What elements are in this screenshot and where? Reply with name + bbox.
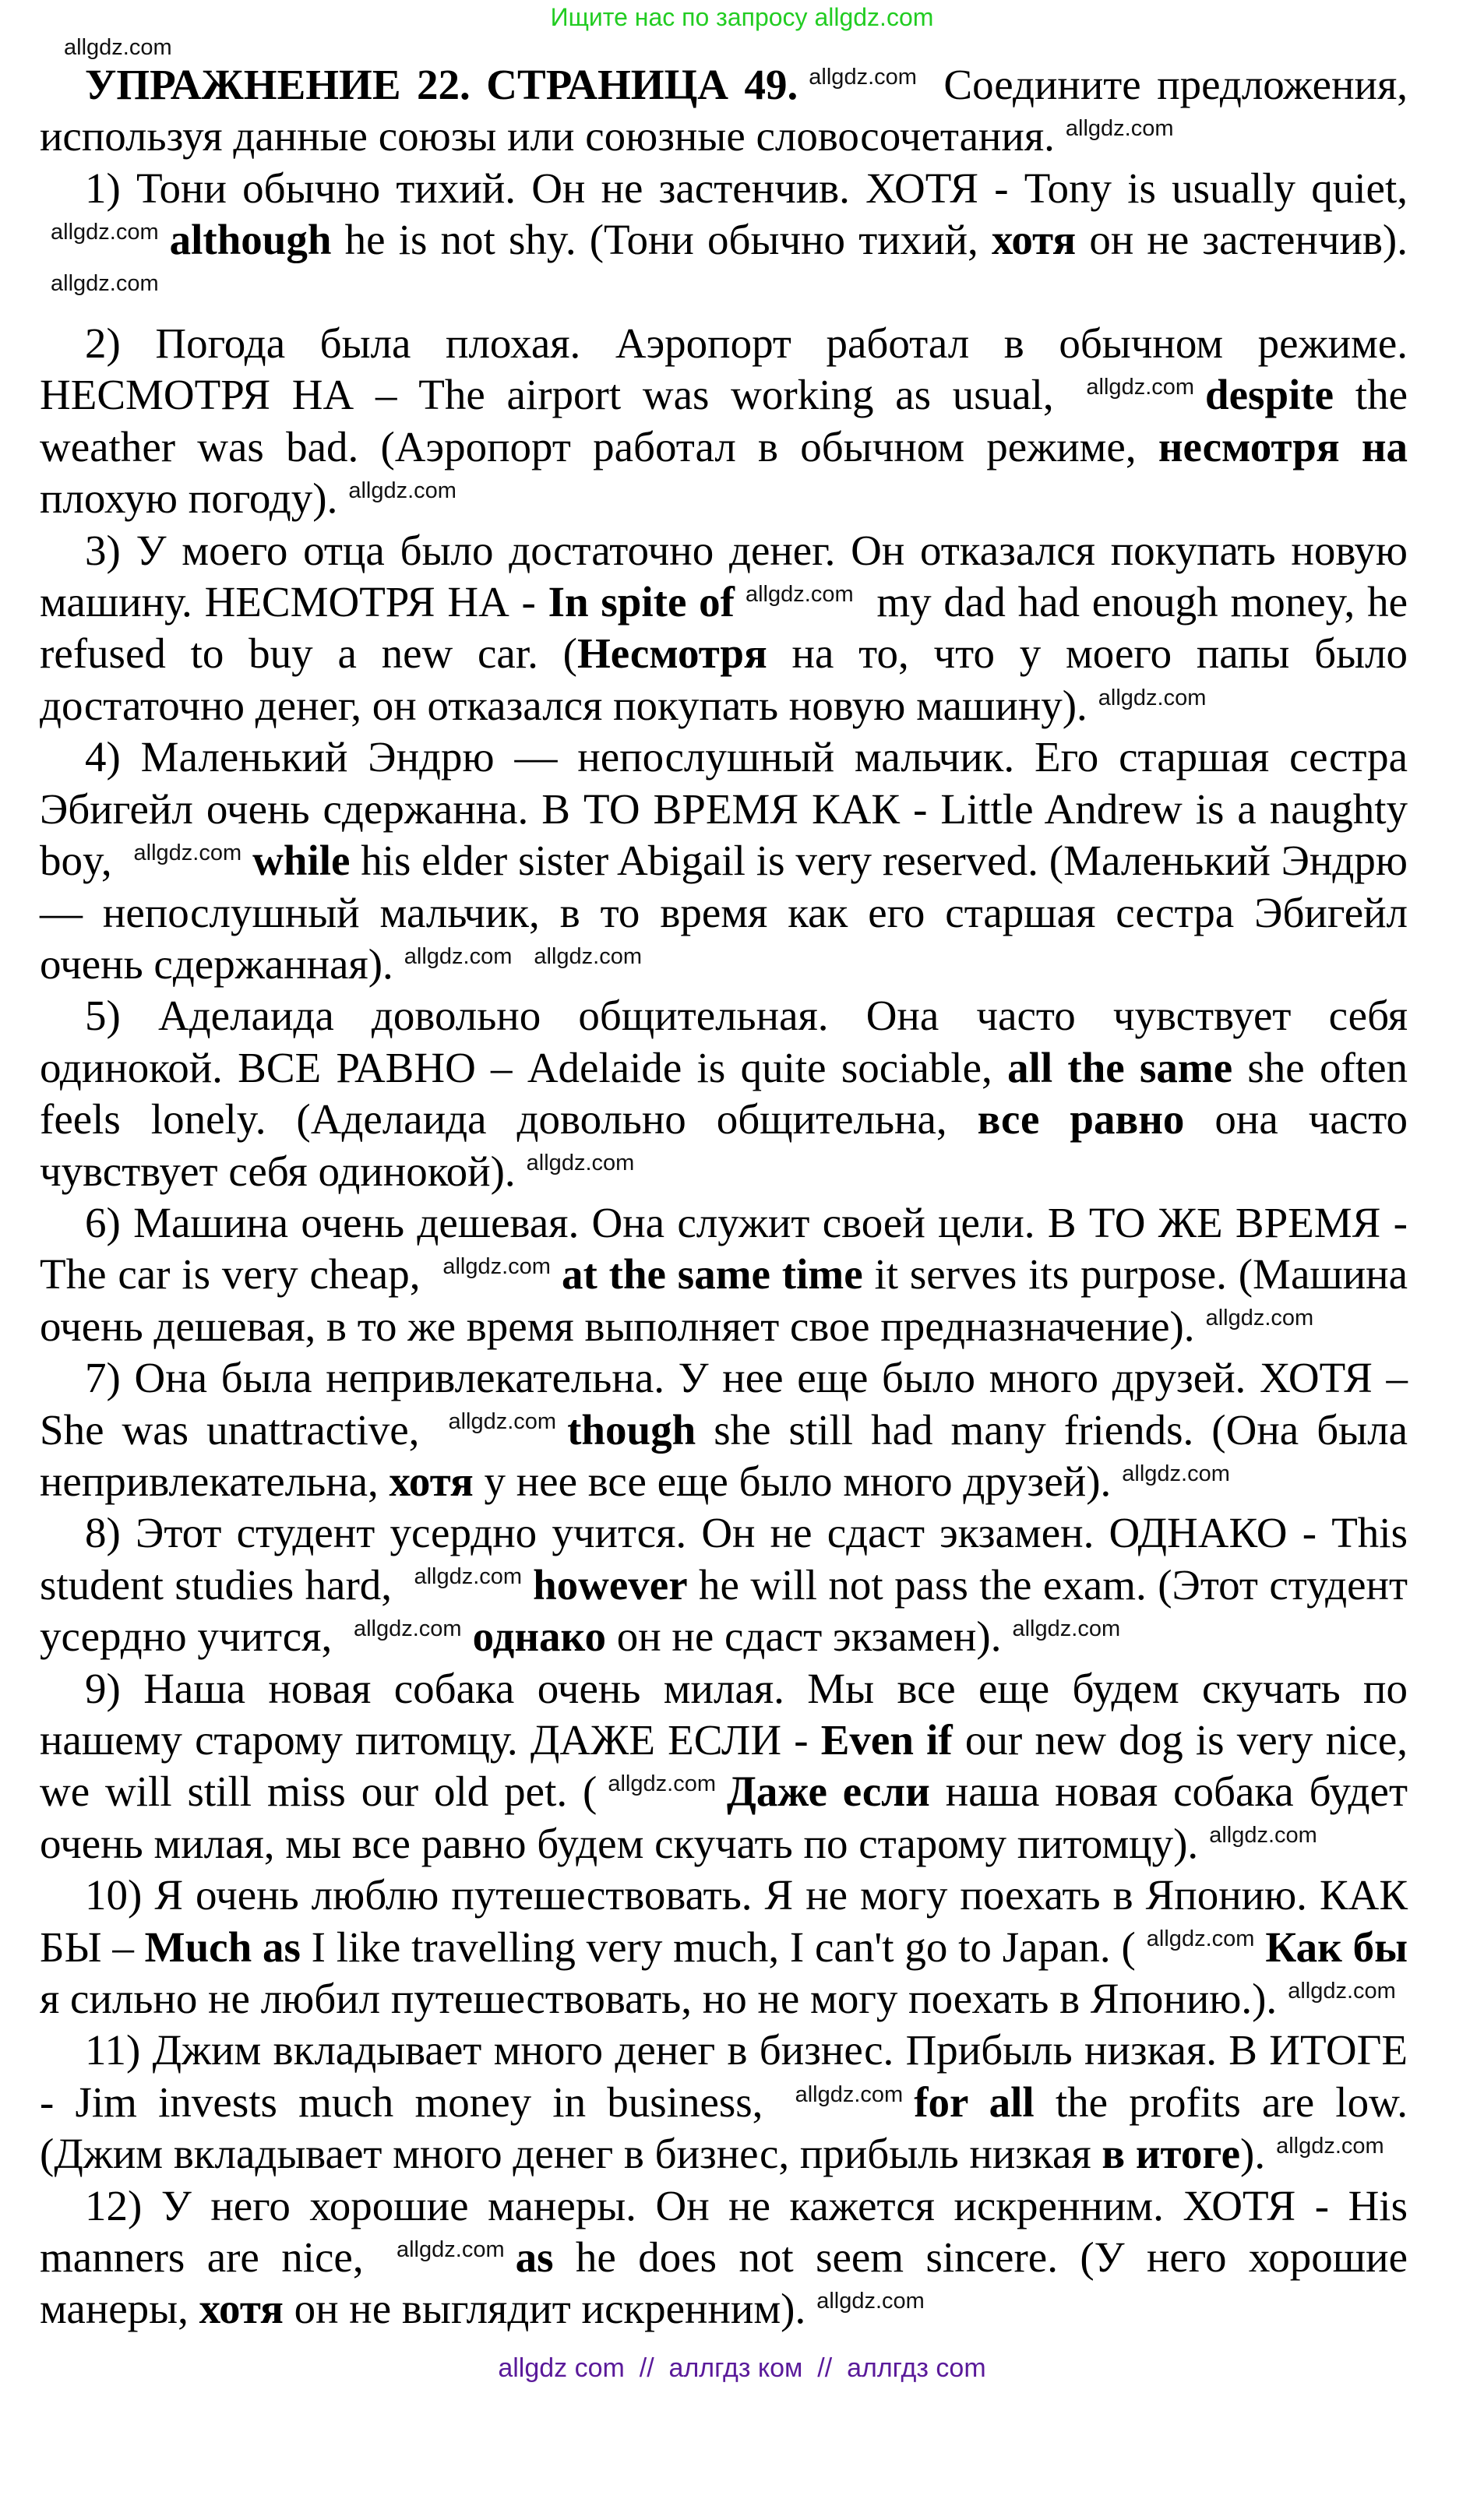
text-segment: he will not pass the exam. (Этот студент усердно учится, bbox=[40, 1560, 1408, 1661]
highlighted-conjunction: Как бы bbox=[1265, 1923, 1408, 1971]
highlighted-conjunction: в итоге bbox=[1102, 2130, 1241, 2178]
exercise-item bbox=[40, 525, 1408, 732]
watermark: allgdz.com bbox=[448, 1409, 557, 1435]
exercise-item bbox=[40, 1352, 1408, 1507]
text-segment: у нее все еще было много друзей). bbox=[473, 1457, 1112, 1505]
watermark: allgdz.com bbox=[1288, 1978, 1396, 2004]
watermark: allgdz.com bbox=[1122, 1461, 1230, 1486]
watermark: allgdz.com bbox=[745, 581, 854, 607]
highlighted-conjunction: Much as bbox=[144, 1923, 301, 1971]
watermark: allgdz.com bbox=[608, 1771, 716, 1797]
exercise-item bbox=[40, 731, 1408, 990]
exercise-item bbox=[40, 2025, 1408, 2180]
text-segment: ). bbox=[1240, 2130, 1266, 2178]
highlighted-conjunction: однако bbox=[472, 1612, 606, 1661]
text-segment: he is not shy. (Тони обычно тихий, bbox=[331, 216, 992, 264]
watermark: allgdz.com bbox=[133, 840, 242, 865]
watermark: allgdz.com bbox=[526, 1151, 635, 1176]
watermark: allgdz.com bbox=[51, 271, 159, 297]
watermark: allgdz.com bbox=[414, 1564, 523, 1590]
exercise-heading bbox=[40, 59, 1408, 163]
highlighted-conjunction: however bbox=[533, 1560, 688, 1609]
text-segment: он не сдаст экзамен). bbox=[605, 1612, 1002, 1661]
text-segment: 2) Погода была плохая. Аэропорт работал в обычном режиме. НЕСМОТРЯ НА – The airport was working as usual, bbox=[40, 319, 1408, 419]
watermark: allgdz.com bbox=[816, 2289, 925, 2314]
text-segment: на то, что у моего папы было достаточно денег, он отказался покупать новую машину). bbox=[40, 629, 1408, 729]
header-banner: Ищите нас по запросу allgdz.com bbox=[550, 3, 934, 31]
text-segment: 1) Тони обычно тихий. Он не застенчив. ХОТЯ - Tony is usually quiet, bbox=[85, 164, 1408, 212]
text-segment: наша новая собака будет очень милая, мы все равно будем скучать по старому питомцу). bbox=[40, 1768, 1408, 1867]
highlighted-conjunction: все равно bbox=[977, 1095, 1185, 1144]
text-segment: он не застенчив). bbox=[1076, 216, 1408, 264]
text-segment: 10) Я очень люблю путешествовать. Я не могу поехать в Японию. КАК БЫ – bbox=[40, 1871, 1408, 1971]
watermark: allgdz.com bbox=[353, 1616, 462, 1641]
watermark: allgdz.com bbox=[1209, 1823, 1317, 1849]
highlighted-conjunction: for all bbox=[914, 2078, 1035, 2126]
highlighted-conjunction: all the same bbox=[1007, 1043, 1233, 1091]
highlighted-conjunction: despite bbox=[1205, 371, 1334, 419]
text-segment: 9) Наша новая собака очень милая. Мы все еще будем скучать по нашему старому питомцу. ДАЖЕ ЕСЛИ - bbox=[40, 1664, 1408, 1764]
exercise-item bbox=[40, 1870, 1408, 2025]
highlighted-conjunction: хотя bbox=[991, 216, 1077, 264]
text-segment: она часто чувствует себя одинокой). bbox=[40, 1095, 1408, 1195]
text-segment: 12) У него хорошие манеры. Он не кажется искренним. ХОТЯ - His manners are nice, bbox=[40, 2181, 1408, 2282]
text-segment: 7) Она была непривлекательна. У нее еще было много друзей. ХОТЯ – She was unattractive, bbox=[40, 1354, 1408, 1454]
watermark: allgdz.com bbox=[396, 2236, 505, 2262]
text-segment: the weather was bad. (Аэропорт работал в обычном режиме, bbox=[40, 371, 1408, 471]
text-segment: 5) Аделаида довольно общительная. Она часто чувствует себя одинокой. ВСЕ РАВНО – Adelaide is quite sociable, bbox=[40, 992, 1408, 1091]
highlighted-conjunction: while bbox=[252, 837, 351, 885]
text-segment: my dad had enough money, he refused to buy a new car. ( bbox=[40, 578, 1408, 678]
exercise-item bbox=[40, 318, 1408, 525]
text-segment: он не выглядит искренним). bbox=[283, 2285, 806, 2333]
highlighted-conjunction: although bbox=[169, 216, 332, 264]
watermark: allgdz.com bbox=[64, 35, 172, 60]
text-segment: 3) У моего отца было достаточно денег. Он отказался покупать новую машину. НЕСМОТРЯ НА - bbox=[40, 526, 1408, 626]
text-segment: she still had many friends. (Она была непривлекательна, bbox=[40, 1405, 1408, 1505]
highlighted-conjunction: though bbox=[567, 1405, 696, 1454]
exercise-item bbox=[40, 1663, 1408, 1870]
text-segment: 8) Этот студент усердно учится. Он не сдаст экзамен. ОДНАКО - This student studies hard, bbox=[40, 1509, 1408, 1609]
watermark: allgdz.com bbox=[348, 478, 456, 503]
exercise-item bbox=[40, 990, 1408, 1197]
highlighted-conjunction: УПРАЖНЕНИЕ 22. СТРАНИЦА 49. bbox=[85, 61, 798, 108]
text-segment: our new dog is very nice, we will still miss our old pet. ( bbox=[40, 1716, 1408, 1816]
watermark: allgdz.com bbox=[795, 2081, 904, 2107]
footer-banner: allgdz com // аллгдз ком // аллгдз com bbox=[498, 2353, 986, 2383]
exercise-item bbox=[40, 1197, 1408, 1352]
text-segment: it serves its purpose. (Машина очень дешевая, в то же время выполняет свое предназначение). bbox=[40, 1250, 1408, 1350]
text-segment: 11) Джим вкладывает много денег в бизнес. Прибыль низкая. В ИТОГЕ - Jim invests much money in business, bbox=[40, 2026, 1408, 2126]
watermark: allgdz.com bbox=[1098, 685, 1207, 710]
watermark: allgdz.com bbox=[1146, 1926, 1255, 1952]
text-segment: he does not seem sincere. (У него хорошие манеры, bbox=[40, 2233, 1408, 2333]
highlighted-conjunction: In spite of bbox=[548, 578, 735, 626]
text-segment: Соедините предложения, используя данные союзы или союзные словосочетания. bbox=[40, 61, 1408, 160]
exercise-text bbox=[40, 36, 1408, 2335]
watermark: allgdz.com bbox=[534, 943, 643, 969]
highlighted-conjunction: Даже если bbox=[726, 1768, 930, 1816]
watermark: allgdz.com bbox=[442, 1254, 551, 1280]
highlighted-conjunction: Несмотря bbox=[576, 629, 767, 678]
text-segment: плохую погоду). bbox=[40, 474, 338, 523]
watermark: allgdz.com bbox=[404, 943, 513, 969]
exercise-item bbox=[40, 163, 1408, 318]
watermark: allgdz.com bbox=[1205, 1306, 1314, 1331]
highlighted-conjunction: хотя bbox=[199, 2285, 284, 2333]
highlighted-conjunction: несмотря на bbox=[1158, 422, 1408, 471]
watermark: allgdz.com bbox=[1065, 116, 1174, 142]
highlighted-conjunction: as bbox=[515, 2233, 554, 2282]
text-segment: the profits are low. (Джим вкладывает много денег в бизнес, прибыль низкая bbox=[40, 2078, 1408, 2178]
text-segment: his elder sister Abigail is very reserved. (Маленький Эндрю — непослушный мальчик, в то время как его старшая сестра Эбигейл очень сдержанная). bbox=[40, 837, 1408, 988]
exercise-item bbox=[40, 1507, 1408, 1662]
exercise-item bbox=[40, 2180, 1408, 2335]
watermark: allgdz.com bbox=[809, 64, 917, 90]
text-segment: I like travelling very much, I can't go to Japan. ( bbox=[300, 1923, 1136, 1971]
highlighted-conjunction: at the same time bbox=[561, 1250, 863, 1299]
highlighted-conjunction: Even if bbox=[820, 1716, 953, 1764]
watermark: allgdz.com bbox=[51, 219, 159, 245]
highlighted-conjunction: хотя bbox=[389, 1457, 474, 1505]
text-segment: 4) Маленький Эндрю — непослушный мальчик. Его старшая сестра Эбигейл очень сдержанна. В ТО ВРЕМЯ КАК - Little Andrew is a naughty boy, bbox=[40, 733, 1408, 885]
text-segment: я сильно не любил путешествовать, но не могу поехать в Японию.). bbox=[40, 1975, 1278, 2023]
watermark: allgdz.com bbox=[1086, 375, 1195, 400]
text-segment: she often feels lonely. (Аделаида довольно общительна, bbox=[40, 1043, 1408, 1144]
watermark: allgdz.com bbox=[1276, 2133, 1384, 2159]
text-segment: 6) Машина очень дешевая. Она служит своей цели. В ТО ЖЕ ВРЕМЯ - The car is very cheap, bbox=[40, 1198, 1408, 1299]
watermark: allgdz.com bbox=[1012, 1616, 1121, 1641]
